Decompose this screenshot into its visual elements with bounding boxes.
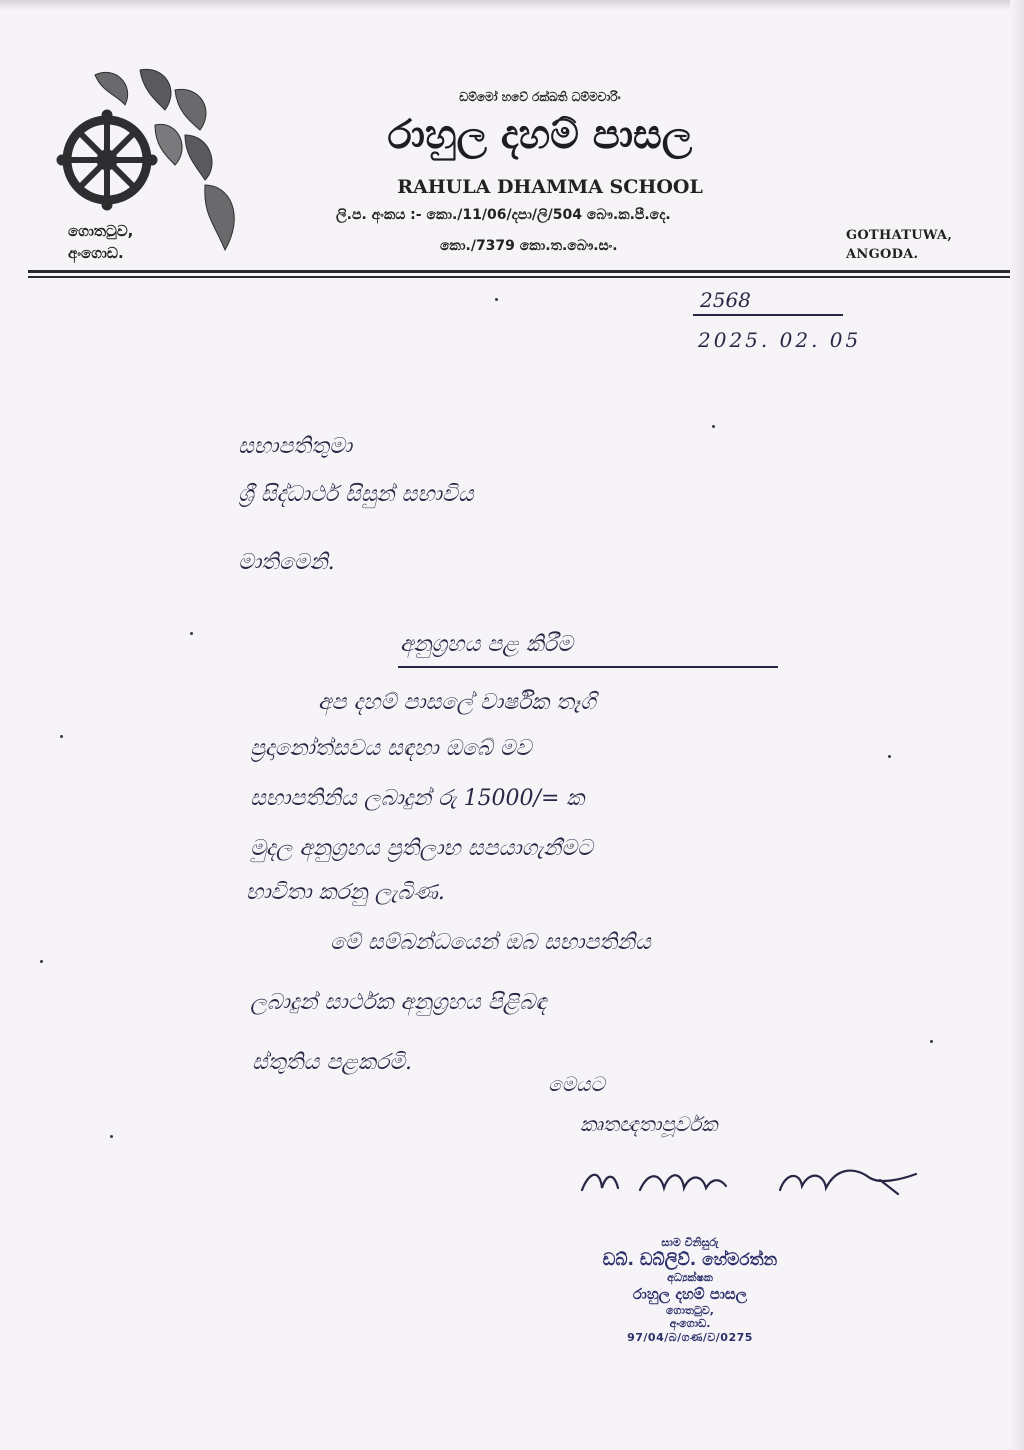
stamp-line-4: රාහුල දහම් පාසල [632, 1284, 748, 1303]
paper-speck [888, 755, 891, 758]
letterhead-motto: ඩම්මෝ හවේ රක්ඛති ධම්මචාරිං [459, 90, 621, 104]
body-line-2: ප්‍රදානෝත්සවය සඳහා ඔබේ මව [250, 736, 532, 761]
reference-underline [693, 314, 843, 316]
stamp-line-1: සාම විනිසුරු [661, 1236, 719, 1249]
body-line-1: අප දහම් පාසලේ වාර්ෂික තෑගි [318, 690, 596, 715]
stamp-line-5: ගොතටුව, [666, 1303, 714, 1317]
body-line-6: මේ සම්බන්ධයෙන් ඔබ සභාපතිනිය [330, 930, 651, 955]
registration-line-2: කො./7379 කො.ත.බෞ.සං. [440, 238, 618, 254]
salutation: මාතිමෙනි. [238, 550, 335, 575]
stamp-line-6: අංගොඩ. [669, 1317, 711, 1331]
school-name-english: RAHULA DHAMMA SCHOOL [397, 176, 703, 198]
school-name-sinhala: රාහුල දහම් පාසල [387, 112, 693, 158]
letter-date: 2025. 02. 05 [698, 328, 862, 352]
paper-speck [712, 425, 715, 428]
paper-speck [60, 735, 63, 738]
letterhead-rule-thick [28, 270, 1010, 273]
paper-top-shadow [0, 0, 1024, 10]
official-stamp [560, 1236, 820, 1345]
body-line-5: භාවිතා කරනු ලැබිණ. [246, 880, 445, 905]
signed-by: කෘතඥතාපූර්වක [580, 1112, 718, 1136]
paper-speck [190, 632, 193, 635]
body-line-8: ස්තුතිය පළකරමි. [252, 1050, 413, 1075]
registration-line-1: ලි.ප. අංකය :- කො./11/06/දපා/ලි/504 බෞ.ක.පී.දෙ. [336, 207, 671, 223]
place-si-line-2: අංගොඩ. [68, 244, 124, 262]
subject-underline [398, 666, 778, 668]
addressee-line-1: සභාපතිතුමා [238, 434, 353, 459]
place-en-line-2: ANGODA. [846, 247, 919, 262]
stamp-line-2: ඩබ්. ඩබ්ලිව්. හේමරත්න [602, 1249, 778, 1270]
closing: මෙයට [548, 1072, 605, 1096]
paper-speck [930, 1040, 933, 1043]
paper-speck [40, 960, 43, 963]
place-en-line-1: GOTHATUWA, [846, 228, 953, 243]
stamp-line-3: අධ්‍යක්ෂක [667, 1271, 713, 1284]
paper-right-edge [1010, 0, 1024, 1450]
handwritten-signature [580, 1160, 920, 1200]
addressee-line-2: ශ්‍රී සිද්ධාර්ථ සිසුන් සභාවිය [238, 482, 474, 507]
body-line-4: මුදල අනුග්‍රහය ප්‍රතිලාභ සපයාගැනීමට [250, 836, 593, 861]
paper-speck [495, 298, 498, 301]
stamp-line-7: 97/04/බ/ගණ/ව/0275 [627, 1331, 753, 1344]
reference-number: 2568 [700, 288, 751, 312]
place-si-line-1: ගොතටුව, [68, 222, 134, 240]
letterhead-rule-thin [28, 276, 1010, 278]
body-line-3: සභාපතිනිය ලබාදුන් රු 15000/= ක [250, 786, 585, 811]
body-line-7: ලබාදුන් සාර්ථක අනුග්‍රහය පිළිබඳ [250, 990, 547, 1015]
letter-subject: අනුග්‍රහය පළ කිරීම [400, 632, 573, 657]
paper-speck [110, 1135, 113, 1138]
